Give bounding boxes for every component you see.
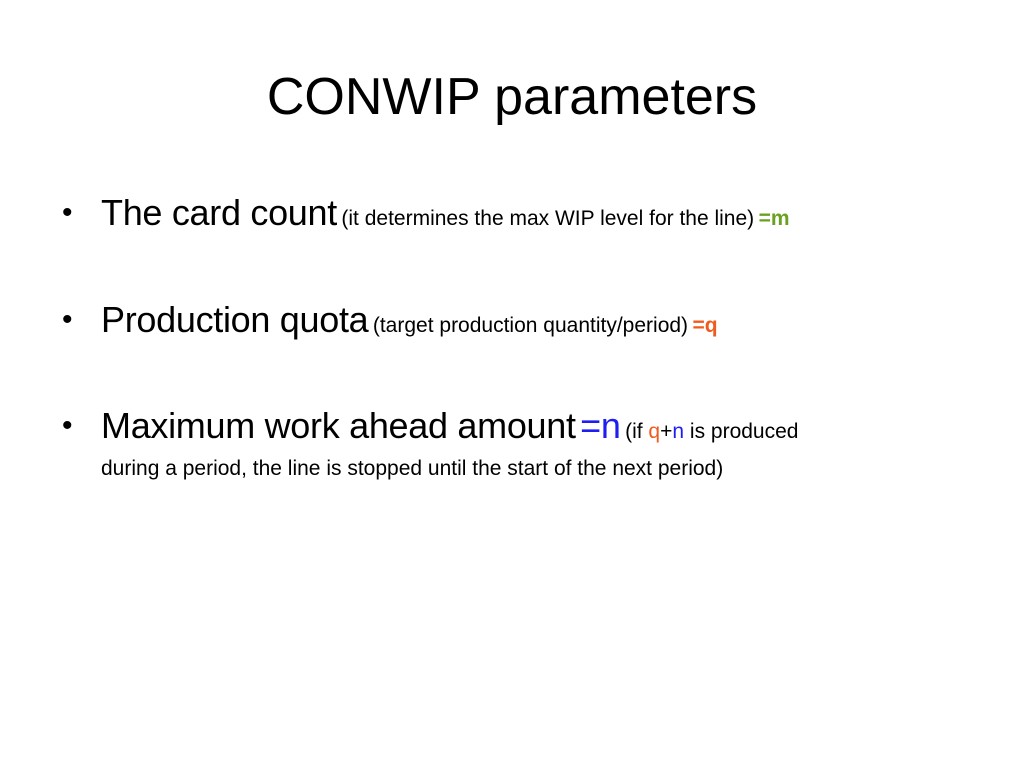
parameter-m: =m	[758, 207, 790, 230]
bullet-body	[101, 193, 963, 239]
bullet-note: (it determines the max WIP level for the line)	[341, 207, 755, 230]
bullet-note-continuation: during a period, the line is stopped until the start of the next period)	[101, 457, 724, 480]
bullet-body	[101, 406, 963, 486]
note-prefix: (if	[625, 420, 643, 443]
bullet-body	[101, 300, 963, 346]
bullet-dot-icon: •	[62, 303, 73, 336]
bullet-note	[625, 420, 798, 443]
parameter-q: =q	[692, 314, 718, 337]
bullet-main-text: The card count	[101, 192, 337, 233]
note-n: n	[672, 420, 685, 443]
bullet-main-text: Production quota	[101, 299, 369, 340]
bullet-note: (target production quantity/period)	[372, 314, 689, 337]
bullet-dot-icon: •	[62, 196, 73, 229]
note-plus: +	[660, 420, 673, 443]
note-suffix: is produced	[689, 420, 799, 443]
slide-title: CONWIP parameters	[266, 68, 758, 126]
parameter-n: =n	[580, 405, 621, 446]
bullet-dot-icon: •	[62, 409, 73, 442]
note-q: q	[648, 420, 661, 443]
bullet-main-text: Maximum work ahead amount	[101, 405, 576, 446]
